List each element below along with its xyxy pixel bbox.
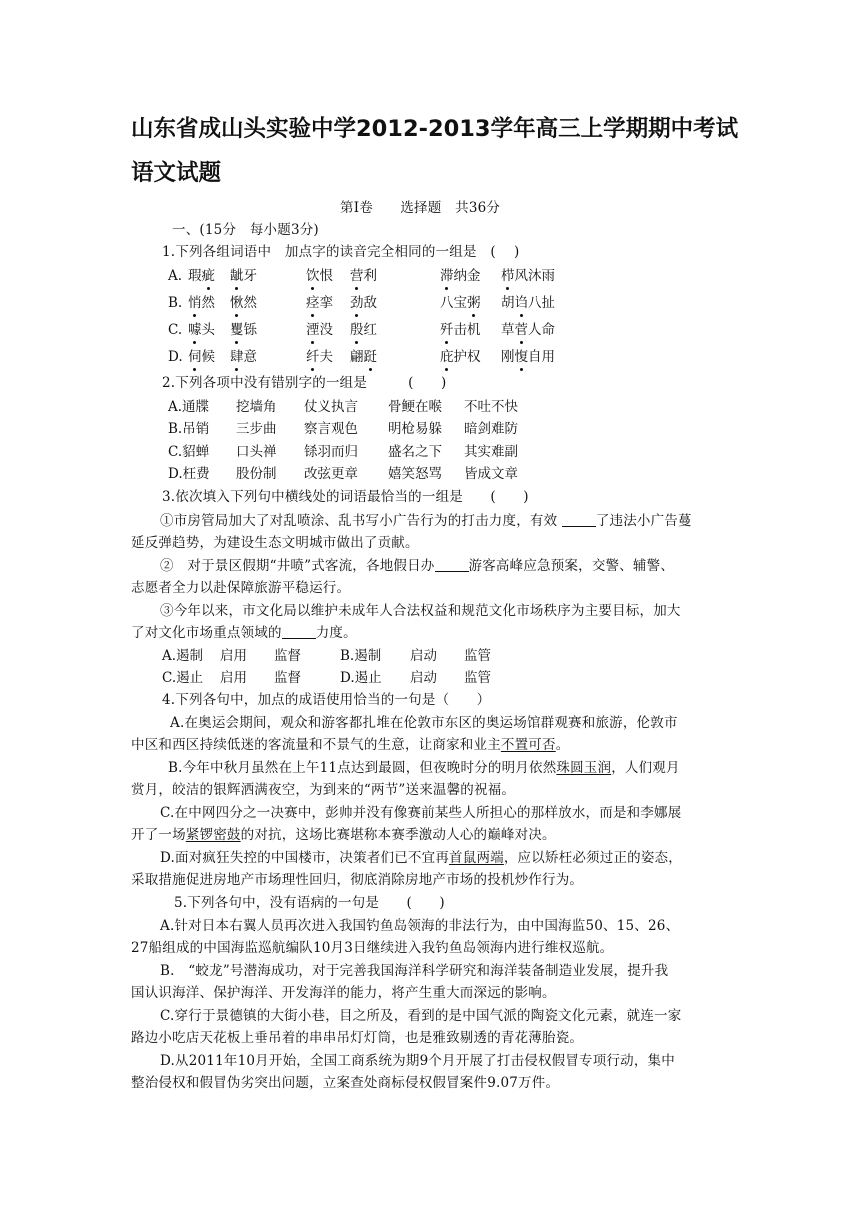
q3-sentence-3: ③今年以来，市文化局以维护未成年人合法权益和规范文化市场秩序为主要目标，加大 — [160, 603, 681, 619]
q2-item: 明枪易躲 — [388, 421, 442, 437]
q1-word — [350, 320, 377, 340]
q1-word — [350, 293, 377, 313]
dotted-char: 滞 — [440, 268, 454, 284]
q2-item: 仗义执言 — [304, 399, 358, 415]
q5-option-b-cont: 国认识海洋、保护海洋、开发海洋的能力，将产生重大而深远的影响。 — [131, 985, 556, 1001]
exam-subtitle: 语文试题 — [131, 160, 222, 186]
q1-word — [230, 266, 257, 286]
q1-word — [306, 266, 333, 286]
q1-word — [501, 293, 555, 313]
dotted-char: 纤 — [306, 349, 320, 365]
char: 牙 — [243, 268, 257, 284]
q4-option-a-cont — [131, 735, 731, 755]
char: 扯 — [541, 295, 555, 311]
q2-item: 暗剑难防 — [464, 421, 518, 437]
char: 金 — [467, 268, 481, 284]
q4-option-d — [160, 848, 760, 868]
q2-item: B.吊销 — [168, 421, 210, 437]
dotted-char: 悄 — [188, 295, 202, 311]
q5-option-d-cont: 整治侵权和假冒伪劣突出问题，立案查处商标侵权假冒案件9.07万件。 — [131, 1075, 560, 1091]
q2-option-b — [168, 419, 768, 439]
q1-word — [440, 347, 481, 367]
dotted-char: 伺 — [188, 349, 202, 365]
q3-item: 启动 — [410, 670, 437, 686]
text: B.今年中秋月虽然在上午11点达到最圆，但夜晚时分的明月依然 — [168, 760, 557, 776]
char: 命 — [541, 322, 555, 338]
text: 。 — [555, 737, 570, 753]
q2-item: 不吐不快 — [464, 399, 518, 415]
text: 的对抗，这场比赛堪称本赛季激动人心的巅峰对决。 — [240, 827, 556, 843]
q3-item: B.遏制 — [340, 648, 382, 664]
q4-option-a: A.在奥运会期间，观众和游客都扎堆在伦敦市东区的奥运场馆群观赛和旅游，伦敦市 — [170, 715, 678, 731]
char: 八 — [440, 295, 454, 311]
underlined-idiom: 首鼠两端 — [449, 850, 504, 866]
q2-option-d — [168, 464, 768, 484]
text: 开了一场 — [131, 827, 186, 843]
char: 宝 — [453, 295, 467, 311]
dotted-char: 营 — [350, 268, 364, 284]
char: 风 — [514, 268, 528, 284]
q5-option-c: C.穿行于景德镇的大街小巷，目之所及，看到的是中国气派的陶瓷文化元素，就连一家 — [160, 1008, 682, 1024]
char: 利 — [363, 268, 377, 284]
q1-word — [306, 293, 333, 313]
q5-option-c-cont: 路边小吃店天花板上垂吊着的串串吊灯灯筒，也是雅致剔透的青花薄胎瓷。 — [131, 1030, 584, 1046]
q1-option-d — [168, 347, 768, 367]
char: 挛 — [319, 295, 333, 311]
q3-item: 启用 — [220, 670, 247, 686]
q1-word — [230, 347, 257, 367]
dotted-char: 劲 — [350, 295, 364, 311]
q2-item: 皆成文章 — [464, 466, 518, 482]
q3-sentence-1-cont: 延反弹趋势，为建设生态文明城市做出了贡献。 — [131, 535, 419, 551]
q1-word — [501, 266, 555, 286]
q3-item: 启动 — [410, 648, 437, 664]
char: 自 — [528, 349, 542, 365]
q3-options-ab — [162, 646, 762, 666]
char: 沐 — [528, 268, 542, 284]
q1-word — [440, 266, 481, 286]
q1-stem: 1.下列各组词语中 加点字的读音完全相同的一组是 ( ) — [162, 244, 520, 260]
q1-word — [188, 320, 215, 340]
q2-item: 嬉笑怒骂 — [388, 466, 442, 482]
underlined-idiom: 珠圆玉润 — [556, 760, 612, 776]
option-label: B. — [168, 295, 183, 311]
q5-option-b: B. “蛟龙”号潜海成功，对于完善我国海洋科学研究和海洋装备制造业发展，提升我 — [160, 963, 669, 979]
char: 铄 — [243, 322, 257, 338]
char: 夫 — [319, 349, 333, 365]
fill-blank — [435, 557, 469, 572]
dotted-char: 饮 — [306, 268, 320, 284]
text: 了违法小广告蔓 — [595, 513, 692, 529]
q2-item: 察言观色 — [304, 421, 358, 437]
q3-item: A.遏制 — [162, 648, 204, 664]
text: 力度。 — [315, 625, 357, 641]
q1-word — [501, 320, 555, 340]
char: 雨 — [541, 268, 555, 284]
fill-blank — [282, 624, 316, 639]
q4-option-c: C.在中网四分之一决赛中，彭帅并没有像赛前某些人所担心的那样放水，而是和李娜展 — [160, 805, 682, 821]
q1-option-c — [168, 320, 768, 340]
char: 击 — [453, 322, 467, 338]
q3-sentence-2-cont: 志愿者全力以赴保障旅游平稳运行。 — [131, 580, 351, 596]
q5-option-a: A.针对日本右翼人员再次进入我国钓鱼岛领海的非法行为，由中国海监50、15、26、 — [160, 918, 680, 934]
q3-item: 监督 — [274, 648, 301, 664]
q3-sentence-3-cont — [131, 623, 731, 643]
text: D.面对疯狂失控的中国楼市，决策者们已不宜再 — [160, 850, 450, 866]
exam-title: 山东省成山头实验中学2012-2013学年高三上学期期中考试 — [131, 116, 739, 142]
q2-item: D.枉费 — [168, 466, 210, 482]
q2-item: 铩羽而归 — [304, 444, 358, 460]
char: 人 — [528, 322, 542, 338]
q3-item: 监管 — [464, 670, 491, 686]
q1-word — [440, 320, 481, 340]
q4-option-b — [168, 758, 768, 778]
q1-word — [501, 347, 555, 367]
text: ，人们观月 — [611, 760, 680, 776]
dotted-char: 肆 — [230, 349, 244, 365]
char: 瑕 — [188, 268, 202, 284]
q5-option-a-cont: 27船组成的中国海监巡航编队10月3日继续进入我钓鱼岛领海内进行维权巡航。 — [131, 940, 614, 956]
q2-item: 其实难副 — [464, 444, 518, 460]
q3-item: C.遏止 — [162, 670, 204, 686]
char: 红 — [363, 322, 377, 338]
q2-item: 改弦更章 — [304, 466, 358, 482]
dotted-char: 噱 — [188, 322, 202, 338]
dotted-char: 殷 — [350, 322, 364, 338]
q1-word — [230, 293, 257, 313]
q1-option-b — [168, 293, 768, 313]
option-label: C. — [168, 322, 183, 338]
q3-item: 监督 — [274, 670, 301, 686]
dotted-char: 诌 — [514, 295, 528, 311]
q1-word — [350, 347, 377, 367]
q2-item: 骨鲠在喉 — [388, 399, 442, 415]
char: 头 — [201, 322, 215, 338]
char: 纳 — [453, 268, 467, 284]
underlined-idiom: 不置可否 — [500, 737, 556, 753]
char: 八 — [528, 295, 542, 311]
q3-sentence-1 — [160, 511, 760, 531]
dotted-char: 疵 — [201, 268, 215, 284]
char: 机 — [467, 322, 481, 338]
dotted-char: 跹 — [363, 349, 377, 365]
option-label: A. — [168, 268, 183, 284]
text: 了对文化市场重点领域的 — [131, 625, 282, 641]
q4-option-b-cont: 赏月，皎洁的银辉洒满夜空，为到来的“两节”送来温馨的祝福。 — [131, 782, 516, 798]
q2-item: 盛名之下 — [388, 444, 442, 460]
char: 权 — [467, 349, 481, 365]
q3-sentence-2 — [160, 556, 760, 576]
text: 中区和西区持续低迷的客流量和不景气的生意，让商家和业主 — [131, 737, 501, 753]
q5-option-d: D.从2011年10月开始，全国工商系统为期9个月开展了打击侵权假冒专项行动，集中 — [160, 1053, 675, 1069]
char: 恨 — [319, 268, 333, 284]
q1-word — [350, 266, 377, 286]
dotted-char: 歼 — [440, 322, 454, 338]
char: 然 — [243, 295, 257, 311]
q2-option-a — [168, 397, 768, 417]
q1-word — [188, 347, 215, 367]
dotted-char: 庇 — [440, 349, 454, 365]
char: 草 — [501, 322, 515, 338]
q2-option-c — [168, 442, 768, 462]
text: ② 对于景区假期“井喷”式客流，各地假日办 — [160, 558, 435, 574]
underlined-idiom: 紧锣密鼓 — [185, 827, 241, 843]
q3-item: 启用 — [220, 648, 247, 664]
dotted-char: 菅 — [514, 322, 528, 338]
q2-item: 股份制 — [236, 466, 277, 482]
q4-option-c-cont — [131, 825, 731, 845]
char: 候 — [201, 349, 215, 365]
dotted-char: 痉 — [306, 295, 320, 311]
char: 敌 — [363, 295, 377, 311]
text: ，应以矫枉必须过正的姿态， — [503, 850, 682, 866]
q3-item: D.遏止 — [340, 670, 382, 686]
char: 刚 — [501, 349, 515, 365]
q1-word — [306, 347, 333, 367]
dotted-char: 龇 — [230, 268, 244, 284]
char: 没 — [319, 322, 333, 338]
q2-item: 口头禅 — [236, 444, 277, 460]
fill-blank — [562, 512, 596, 527]
dotted-char: 矍 — [230, 322, 244, 338]
char: 意 — [243, 349, 257, 365]
dotted-char: 愀 — [230, 295, 244, 311]
dotted-char: 栉 — [501, 268, 515, 284]
q2-item: A.通牒 — [168, 399, 210, 415]
char: 用 — [541, 349, 555, 365]
option-label: D. — [168, 349, 183, 365]
text: 游客高峰应急预案，交警、辅警、 — [468, 558, 675, 574]
q1-word — [230, 320, 257, 340]
q1-word — [306, 320, 333, 340]
q4-stem: 4.下列各句中，加点的成语使用恰当的一句是（ ） — [162, 692, 491, 708]
q1-word — [188, 266, 215, 286]
q1-option-a — [168, 266, 768, 286]
q3-options-cd — [162, 668, 762, 688]
q4-option-d-cont: 采取措施促进房地产市场理性回归，彻底消除房地产市场的投机炒作行为。 — [131, 872, 584, 888]
q3-item: 监管 — [464, 648, 491, 664]
q1-word — [188, 293, 215, 313]
q3-stem: 3.依次填入下列句中横线处的词语最恰当的一组是 ( ) — [162, 489, 529, 505]
char: 胡 — [501, 295, 515, 311]
q5-stem: 5.下列各句中，没有语病的一句是 ( ) — [174, 895, 445, 911]
dotted-char: 愎 — [514, 349, 528, 365]
section-header: 第Ⅰ卷 选择题 共36分 — [340, 200, 501, 216]
text: ①市房管局加大了对乱喷涂、乱书写小广告行为的打击力度，有效 — [160, 513, 558, 529]
char: 然 — [201, 295, 215, 311]
char: 护 — [453, 349, 467, 365]
char: 翩 — [350, 349, 364, 365]
q2-item: 挖墙角 — [236, 399, 277, 415]
q2-item: 三步曲 — [236, 421, 277, 437]
q2-item: C.貂蝉 — [168, 444, 210, 460]
dotted-char: 湮 — [306, 322, 320, 338]
part-header: 一、(15分 每小题3分) — [172, 222, 319, 238]
q1-word — [440, 293, 481, 313]
dotted-char: 粥 — [467, 295, 481, 311]
q2-stem: 2.下列各项中没有错别字的一组是 ( ) — [162, 375, 447, 391]
